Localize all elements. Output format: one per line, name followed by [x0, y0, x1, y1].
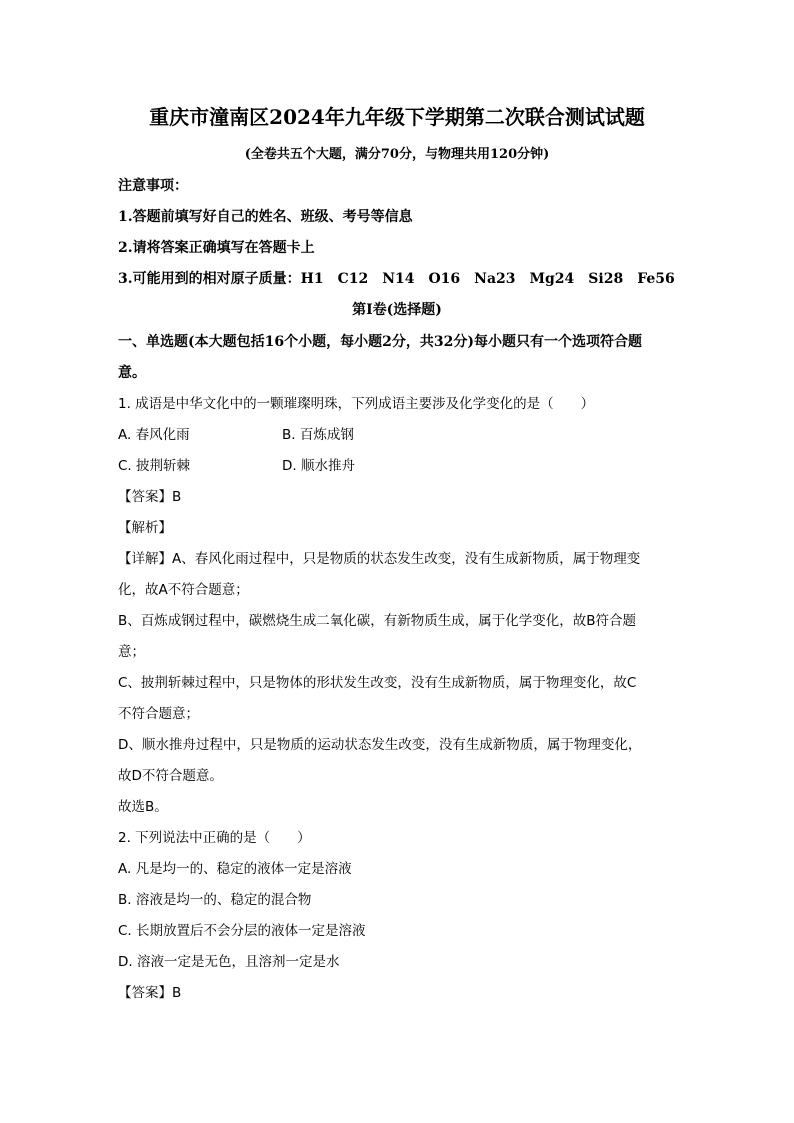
notes-item-3: 3.可能用到的相对原子质量：H1 C12 N14 O16 Na23 Mg24 Si28 Fe56	[118, 271, 675, 287]
question-1-options-row-1	[118, 425, 676, 445]
question-1-detail-line: 【详解】A、春风化雨过程中，只是物质的状态发生改变，没有生成新物质，属于物理变	[118, 551, 641, 567]
question-1-stem: 1. 成语是中华文化中的一颗璀璨明珠，下列成语主要涉及化学变化的是（ ）	[118, 396, 595, 412]
question-1-detail-line: D、顺水推舟过程中，只是物质的运动状态发生改变，没有生成新物质，属于物理变化，	[118, 737, 642, 753]
question-2-option-d: D. 溶液一定是无色，且溶剂一定是水	[118, 954, 340, 970]
option-a: A. 春风化雨	[118, 427, 190, 443]
question-2-option-b: B. 溶液是均一的、稳定的混合物	[118, 892, 312, 908]
question-1-options-row-2	[118, 456, 676, 476]
question-1-detail-line: 意；	[118, 644, 145, 660]
question-2-option-c: C. 长期放置后不会分层的液体一定是溶液	[118, 923, 366, 939]
option-d: D. 顺水推舟	[282, 458, 355, 474]
page-subtitle: (全卷共五个大题，满分70分，与物理共用120分钟)	[244, 147, 550, 162]
question-2-option-a: A. 凡是均一的、稳定的液体一定是溶液	[118, 861, 352, 877]
question-1-detail-line: 故D不符合题意。	[118, 768, 223, 784]
option-c: C. 披荆斩棘	[118, 458, 191, 474]
question-1-detail-line: 化，故A不符合题意；	[118, 582, 249, 598]
question-1-analysis-label: 【解析】	[118, 520, 172, 536]
notes-item-1: 1.答题前填写好自己的姓名、班级、考号等信息	[118, 209, 413, 225]
question-1-detail-line: B、百炼成钢过程中，碳燃烧生成二氧化碳，有新物质生成，属于化学变化，故B符合题	[118, 613, 637, 629]
question-2-answer: 【答案】B	[118, 985, 182, 1001]
section-heading-line2: 意。	[118, 365, 146, 381]
question-1-detail-line: 不符合题意；	[118, 706, 199, 722]
question-2-stem: 2. 下列说法中正确的是（ ）	[118, 830, 311, 846]
volume-title: 第I卷(选择题)	[352, 302, 442, 318]
question-1-conclusion: 故选B。	[118, 799, 168, 815]
question-1-answer: 【答案】B	[118, 489, 182, 505]
question-1-detail-line: C、披荆斩棘过程中，只是物体的形状发生改变，没有生成新物质，属于物理变化，故C	[118, 675, 637, 691]
page-title: 重庆市潼南区2024年九年级下学期第二次联合测试试题	[149, 105, 645, 129]
section-heading-line1: 一、单选题(本大题包括16个小题，每小题2分，共32分)每小题只有一个选项符合题	[118, 334, 642, 350]
option-b: B. 百炼成钢	[282, 427, 354, 443]
notes-heading: 注意事项：	[118, 178, 188, 194]
notes-item-2: 2.请将答案正确填写在答题卡上	[118, 240, 315, 256]
